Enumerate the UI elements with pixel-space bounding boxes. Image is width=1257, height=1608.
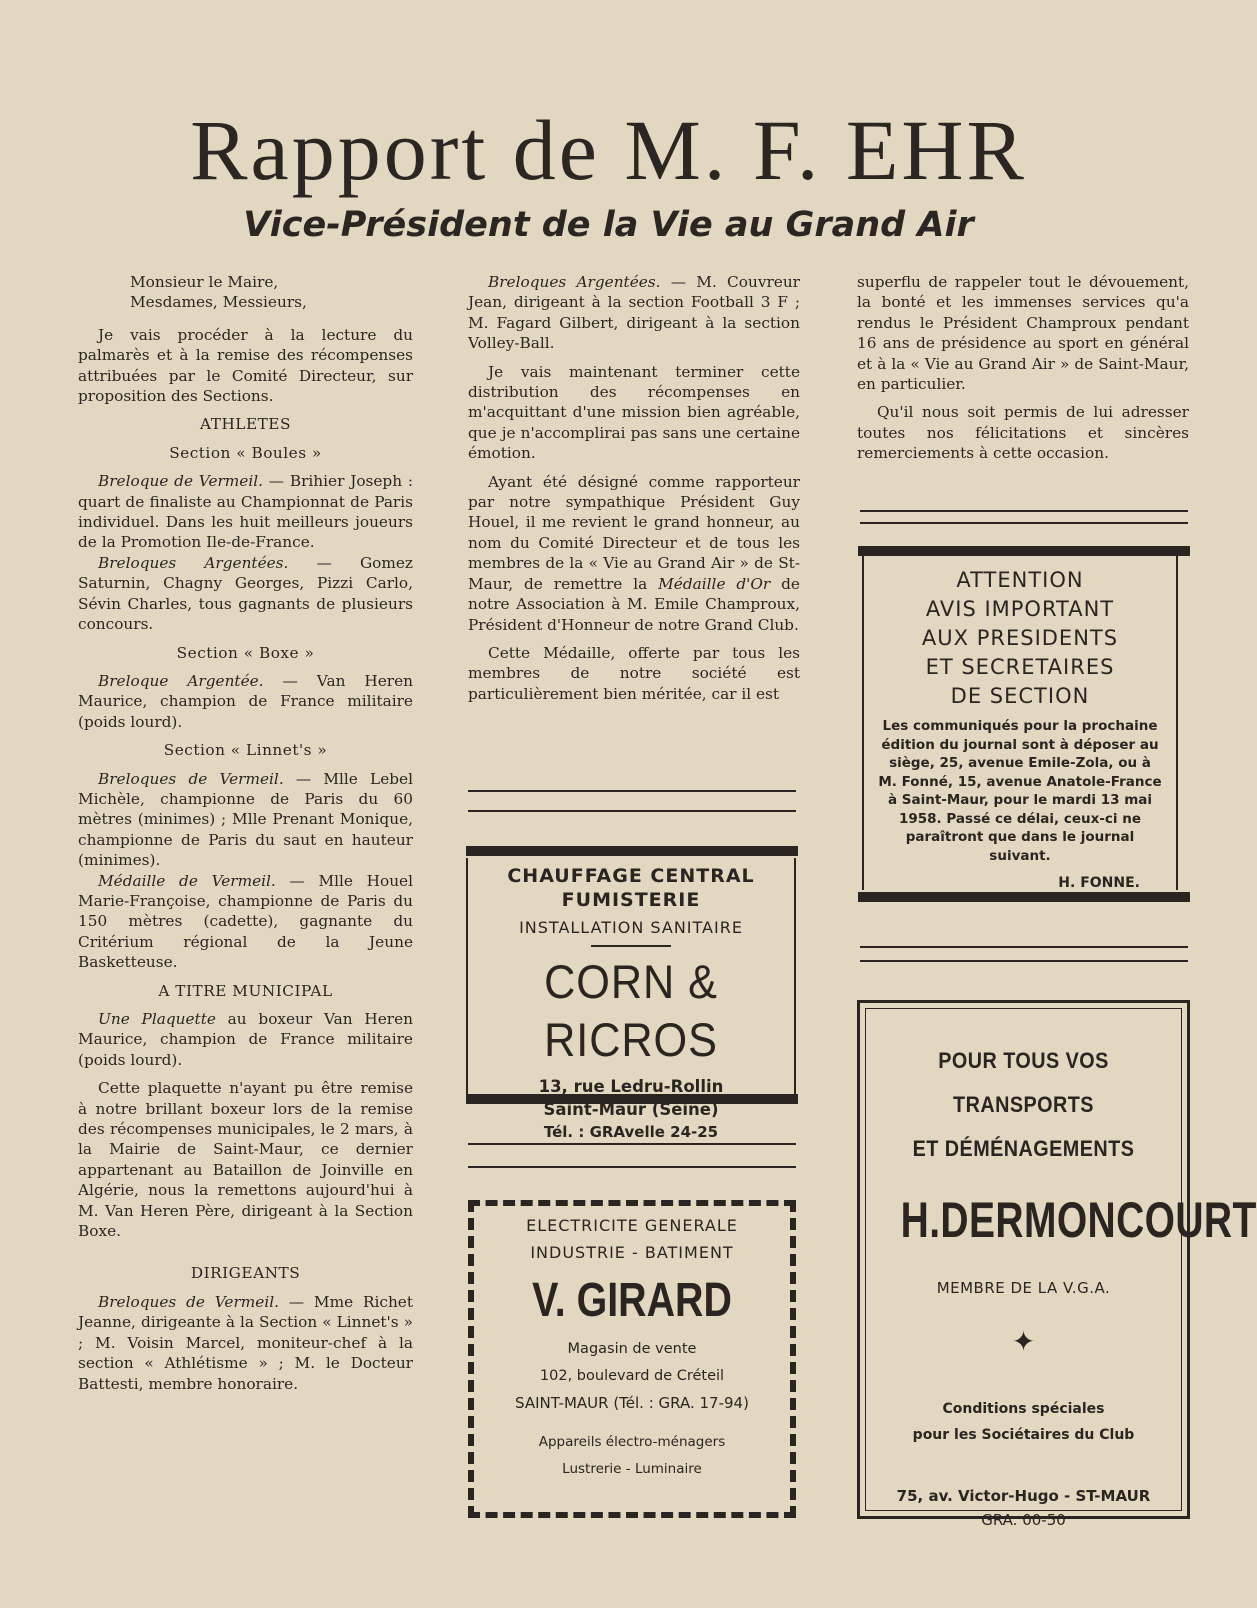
heading-boules: Section « Boules » [169,443,322,462]
salutation-1: Monsieur le Maire, [130,273,279,291]
award-label: Breloque Argentée. [98,671,264,690]
ad-company-name: CORN & RICROS [544,955,718,1066]
paragraph-col2-2: Je vais maintenant terminer cette distribution des récompenses en m'acquittant d'une mission bien agréable, que je n'accomplirai pas sans une certaine émotion. [468,362,800,463]
paragraph-linnets-1 [78,769,413,871]
ad-address [468,1075,794,1121]
award-label: Breloque de Vermeil. [98,472,264,491]
paragraph-col2-3 [468,472,800,635]
article-column-1 [78,272,413,1402]
award-label: Une Plaquette [98,1010,216,1028]
ad-line: pour les Sociétaires du Club [912,1427,1135,1443]
notice-heading [864,566,1176,711]
ad-company-name: V. GIRARD [532,1274,732,1327]
ad-line [882,1039,1166,1171]
ad-membership: MEMBRE DE LA V.G.A. [936,1279,1111,1297]
notice-line: DE SECTION [950,684,1090,708]
notice-body: Les communiqués pour la prochaine édition du journal sont à déposer au siège, 25, avenue Emile-Zola, ou à M. Fonné, 15, avenue Anatole-France à Saint-Maur, pour le mardi 13 mai 1958. Passé ce délai, ceux-ci ne paraîtront que dans le journal suivant. [878,718,1162,864]
award-text: — Mlle Houel Marie-Françoise, championne de Paris du 150 mètres (cadette), gagnante du Critérium régional de la Jeune Basketteuse. [78,871,414,972]
article-subtitle: Vice-Président de la Vie au Grand Air [243,205,974,245]
ad-address-line: 13, rue Ledru-Rollin [538,1077,724,1096]
award-text: — M. Couvreur Jean, dirigeant à la section Football 3 F ; M. Fagard Gilbert, dirigeant à la section Volley-Ball. [468,273,800,353]
award-label: Breloques Argentées. [488,273,661,291]
notice-line: AUX PRESIDENTS [921,626,1119,650]
award-label: Médaille de Vermeil. [98,871,276,890]
notice-box [862,556,1178,890]
award-text: — Gomez Saturnin, Chagny Georges, Pizzi Carlo, Sévin Charles, tous gagnants de plusieurs concours. [78,553,413,634]
ad-line: Magasin de vente [567,1341,697,1357]
ad-girard [468,1200,796,1518]
award-text: — Mlle Lebel Michèle, championne de Paris du 60 mètres (minimes) ; Mlle Prenant Monique, championne de Paris du saut en hauteur (minimes). [78,769,413,870]
ad-line: Lustrerie - Luminaire [562,1461,702,1477]
ad-address-line: 75, av. Victor-Hugo - ST-MAUR [896,1487,1151,1505]
paragraph-municipal-2: Cette plaquette n'ayant pu être remise à notre brillant boxeur lors de la remise des récompenses municipales, le 2 mars, à la Mairie de Saint-Maur, ce dernier appartenant au Bataillon de Joinville en Algérie, nous la remettons aujourd'hui à M. Van Heren Père, dirigeant à la Section Boxe. [78,1079,413,1241]
award-text: — Van Heren Maurice, champion de France militaire (poids lourd). [78,671,413,731]
heading-athletes: ATHLETES [200,415,291,434]
award-text: — Mme Richet Jeanne, dirigeante à la Section « Linnet's » ; M. Voisin Marcel, moniteur-chef à la section « Athlétisme » ; M. le Docteur Battesti, membre honoraire. [78,1292,413,1393]
award-label: Breloques de Vermeil. [98,769,284,788]
divider-rule [860,960,1188,962]
ad-address-line: Saint-Maur (Seine) [543,1100,719,1119]
divider-rule [860,946,1188,948]
ad-address: 102, boulevard de Créteil [539,1368,725,1384]
paragraph-municipal-1 [78,1009,413,1070]
paragraph-col2-1 [468,272,800,354]
ad-city-phone: SAINT-MAUR (Tél. : GRA. 17-94) [515,1394,749,1412]
paragraph-col3-2: Qu'il nous soit permis de lui adresser toutes nos félicitations et sincères remerciements à cette occasion. [857,403,1189,463]
heading-linnets: Section « Linnet's » [163,741,328,760]
intro-paragraph: Je vais procéder à la lecture du palmarès et à la remise des récompenses attribuées par le Comité Directeur, sur proposition des Sections. [78,325,413,406]
paragraph-boules-2 [78,553,413,635]
divider-rule [468,790,796,792]
ad-company-name: H.DERMONCOURT [900,1192,1257,1248]
notice-line: ET SECRETAIRES [925,655,1115,679]
ad-address [866,1484,1181,1532]
ad-phone: Tél. : GRAvelle 24-25 [543,1123,719,1141]
ad-line: Appareils électro-ménagers [538,1434,726,1450]
ad-conditions [866,1396,1181,1448]
ad-phone: GRA. 00-50 [981,1511,1066,1529]
divider-rule [468,810,796,812]
paragraph-dirigeants [78,1292,413,1394]
ad-top-bar [466,846,798,856]
ad-line: INSTALLATION SANITAIRE [519,918,743,937]
paragraph-linnets-2 [78,871,413,973]
ad-dermoncourt [857,1000,1257,1529]
medal-label: Médaille d'Or [658,574,771,593]
award-label: Breloques Argentées. [98,553,289,572]
ad-corn-ricros [466,858,796,1141]
ad-inner-frame [865,1008,1257,1529]
paragraph-boules-1 [78,471,413,553]
heading-boxe: Section « Boxe » [176,643,315,662]
ornament-icon: ✦ [1011,1325,1036,1358]
divider-rule [468,1143,796,1145]
article-column-3 [857,272,1189,472]
divider-rule [860,510,1188,512]
ad-line: POUR TOUS VOS TRANSPORTS [938,1048,1109,1117]
award-label: Breloques de Vermeil. [98,1292,279,1311]
salutation-2: Mesdames, Messieurs, [130,293,307,312]
notice-bottom-bar [858,892,1190,902]
ad-line: ELECTRICITE GENERALE [526,1216,738,1235]
divider-rule [860,522,1188,524]
notice-signature: H. FONNE. [1058,875,1140,891]
ad-line: FUMISTERIE [561,889,701,911]
heading-dirigeants: DIRIGEANTS [190,1264,301,1283]
ad-line: ET DÉMÉNAGEMENTS [912,1136,1135,1161]
award-text: — Brihier Joseph : quart de finaliste au Championnat de Paris individuel. Dans les huit meilleurs joueurs de la Promotion Ile-de-France. [78,472,414,552]
notice-line: ATTENTION [956,568,1084,592]
ad-divider [591,945,671,947]
text-segment: Ayant été désigné comme rapporteur par notre sympathique Président Guy Houel, il me revient le grand honneur, au nom du Comité Directeur et de tous les membres de la « Vie au Grand Air » de St-Maur, de remettre la [468,472,800,593]
notice-line: AVIS IMPORTANT [925,597,1115,621]
ad-line: Conditions spéciales [942,1401,1105,1417]
award-text: au boxeur Van Heren Maurice, champion de France militaire (poids lourd). [78,1010,413,1069]
paragraph-col3-1: superflu de rappeler tout le dévouement, la bonté et les immenses services qu'a rendus le Président Champroux pendant 16 ans de présidence au sport en général et à la « Vie au Grand Air » de Saint-Maur, en particulier. [857,273,1189,394]
heading-municipal: A TITRE MUNICIPAL [158,981,333,1000]
text-segment: de notre Association à M. Emile Champroux, Président d'Honneur de notre Grand Club. [468,574,800,634]
ad-line: INDUSTRIE - BATIMENT [530,1243,734,1262]
paragraph-col2-4: Cette Médaille, offerte par tous les membres de notre société est particulièrement bien méritée, car il est [468,643,800,703]
article-title: Rapport de M. F. EHR [190,102,1027,198]
divider-rule [468,1166,796,1168]
ad-line: CHAUFFAGE CENTRAL [507,865,755,887]
notice-top-bar [858,546,1190,556]
paragraph-boxe [78,671,413,732]
article-column-2 [468,272,800,712]
